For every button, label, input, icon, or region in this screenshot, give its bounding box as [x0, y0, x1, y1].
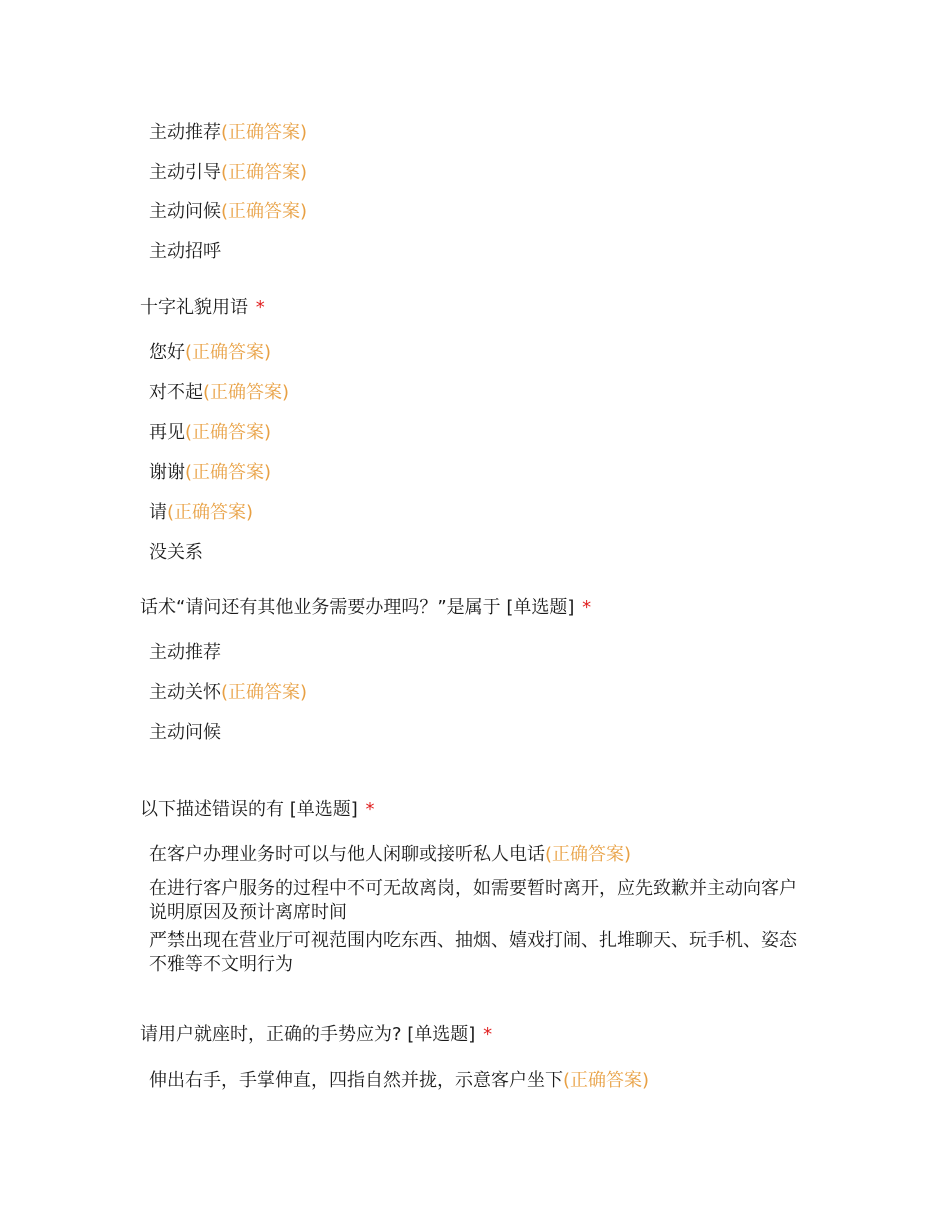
- correct-answer-tag: (正确答案): [563, 1070, 650, 1091]
- option-label: 伸出右手，手掌伸直，四指自然并拢，示意客户坐下: [149, 1070, 563, 1091]
- option-q0-4[interactable]: [149, 240, 809, 264]
- option-label: 主动问候: [149, 722, 221, 743]
- option-q3-2[interactable]: [149, 877, 809, 925]
- correct-answer-tag: (正确答案): [185, 422, 272, 443]
- question-title-q1: [140, 296, 265, 320]
- question-text: 以下描述错误的有 [单选题]: [140, 799, 358, 820]
- required-mark: *: [255, 297, 265, 318]
- option-q3-3[interactable]: [149, 929, 809, 977]
- option-q1-1[interactable]: [149, 341, 809, 365]
- correct-answer-tag: (正确答案): [221, 162, 308, 183]
- correct-answer-tag: (正确答案): [167, 502, 254, 523]
- option-q0-3[interactable]: [149, 200, 809, 224]
- option-q1-6[interactable]: [149, 541, 809, 565]
- option-q4-1[interactable]: [149, 1069, 809, 1093]
- correct-answer-tag: (正确答案): [185, 462, 272, 483]
- option-q1-2[interactable]: [149, 381, 809, 405]
- question-text: 请用户就座时，正确的手势应为? [单选题]: [140, 1024, 476, 1045]
- question-text: 话术“请问还有其他业务需要办理吗？”是属于 [单选题]: [140, 597, 575, 618]
- option-q1-4[interactable]: [149, 461, 809, 485]
- option-label: 严禁出现在营业厅可视范围内吃东西、抽烟、嬉戏打闹、扎堆聊天、玩手机、姿态不雅等不文明行为: [149, 930, 797, 975]
- option-q2-3[interactable]: [149, 721, 809, 745]
- required-mark: *: [582, 597, 592, 618]
- option-label: 主动引导: [149, 162, 221, 183]
- required-mark: *: [483, 1024, 493, 1045]
- required-mark: *: [365, 799, 375, 820]
- correct-answer-tag: (正确答案): [203, 382, 290, 403]
- question-text: 十字礼貌用语: [140, 297, 248, 318]
- option-label: 在进行客户服务的过程中不可无故离岗，如需要暂时离开，应先致歉并主动向客户说明原因及预计离席时间: [149, 878, 797, 923]
- option-label: 谢谢: [149, 462, 185, 483]
- option-q0-1[interactable]: [149, 121, 809, 145]
- option-label: 主动问候: [149, 201, 221, 222]
- option-q0-2[interactable]: [149, 161, 809, 185]
- question-title-q4: [140, 1023, 492, 1047]
- option-q1-3[interactable]: [149, 421, 809, 445]
- option-q2-1[interactable]: [149, 641, 809, 665]
- option-label: 主动关怀: [149, 682, 221, 703]
- option-q1-5[interactable]: [149, 501, 809, 525]
- correct-answer-tag: (正确答案): [545, 844, 632, 865]
- option-label: 对不起: [149, 382, 203, 403]
- option-label: 在客户办理业务时可以与他人闲聊或接听私人电话: [149, 844, 545, 865]
- option-label: 主动招呼: [149, 241, 221, 262]
- option-q3-1[interactable]: [149, 843, 809, 867]
- option-label: 主动推荐: [149, 642, 221, 663]
- option-label: 请: [149, 502, 167, 523]
- correct-answer-tag: (正确答案): [221, 682, 308, 703]
- correct-answer-tag: (正确答案): [221, 201, 308, 222]
- option-label: 您好: [149, 342, 185, 363]
- option-label: 主动推荐: [149, 122, 221, 143]
- option-q2-2[interactable]: [149, 681, 809, 705]
- correct-answer-tag: (正确答案): [221, 122, 308, 143]
- option-label: 再见: [149, 422, 185, 443]
- question-title-q3: [140, 798, 375, 822]
- option-label: 没关系: [149, 542, 203, 563]
- question-title-q2: [140, 596, 591, 620]
- correct-answer-tag: (正确答案): [185, 342, 272, 363]
